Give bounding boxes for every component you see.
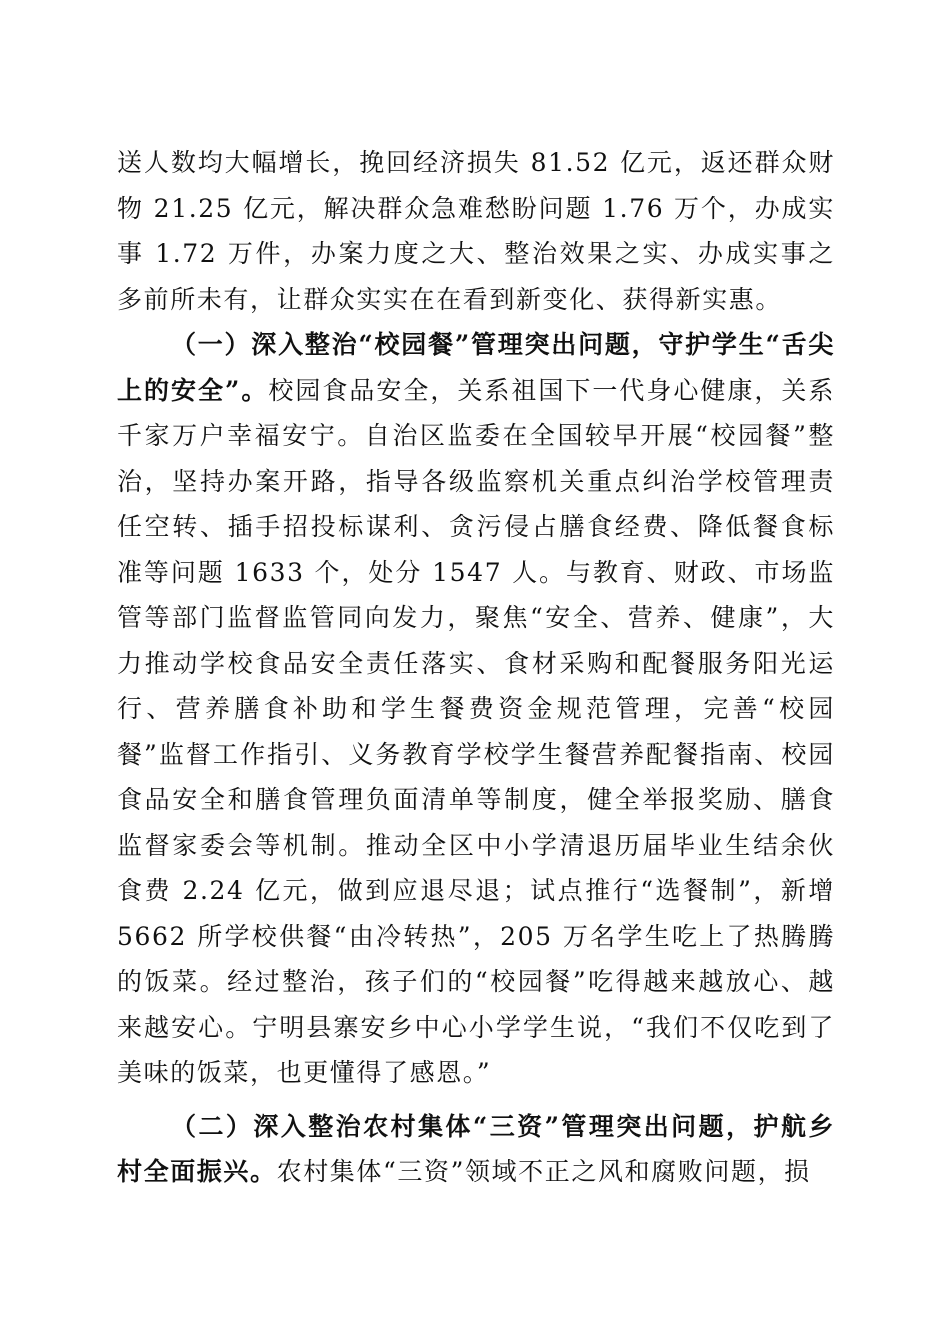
paragraph-text: 校园食品安全，关系祖国下一代身心健康，关系千家万户幸福安宁。自治区监委在全国较早开展“校园餐”整治，坚持办案开路，指导各级监察机关重点纠治学校管理责任空转、插手招投标谋利、贪污侵占膳食经费、降低餐食标准等问题 1633 个，处分 1547 人。与教育、财政、市场监管等部门监督监管同向发力，聚焦“安全、营养、健康”，大力推动学校食品安全责任落实、食材采购和配餐服务阳光运行、营养膳食补助和学生餐费资金规范管理，完善“校园餐”监督工作指引、义务教育学校学生餐营养配餐指南、校园食品安全和膳食管理负面清单等制度，健全举报奖励、膳食监督家委会等机制。推动全区中小学清退历届毕业生结余伙食费 2.24 亿元，做到应退尽退；试点推行“选餐制”，新增 5662 所学校供餐“由冷转热”，205 万名学生吃上了热腾腾的饭菜。经过整治，孩子们的“校园餐”吃得越来越放心、越来越安心。宁明县寨安乡中心小学学生说，“我们不仅吃到了美味的饭菜，也更懂得了感恩。” xyxy=(117,375,835,1087)
paragraph-continuation xyxy=(117,140,835,322)
paragraph-section-1 xyxy=(117,322,835,1096)
paragraph-text: 送人数均大幅增长，挽回经济损失 81.52 亿元，返还群众财物 21.25 亿元，解决群众急难愁盼问题 1.76 万个，办成实事 1.72 万件，办案力度之大、整治效果之实、办成实事之多前所未有，让群众实实在在看到新变化、获得新实惠。 xyxy=(117,148,835,314)
paragraph-section-2 xyxy=(117,1104,835,1195)
document-body xyxy=(117,140,835,1195)
paragraph-text: 农村集体“三资”领域不正之风和腐败问题，损 xyxy=(276,1157,811,1186)
section-heading-2: （二）深入整治农村集体“三资”管理突出问题，护航乡村全面振兴。 xyxy=(117,1111,835,1186)
section-heading-1: （一）深入整治“校园餐”管理突出问题，守护学生“舌尖上的安全”。 xyxy=(117,330,835,405)
